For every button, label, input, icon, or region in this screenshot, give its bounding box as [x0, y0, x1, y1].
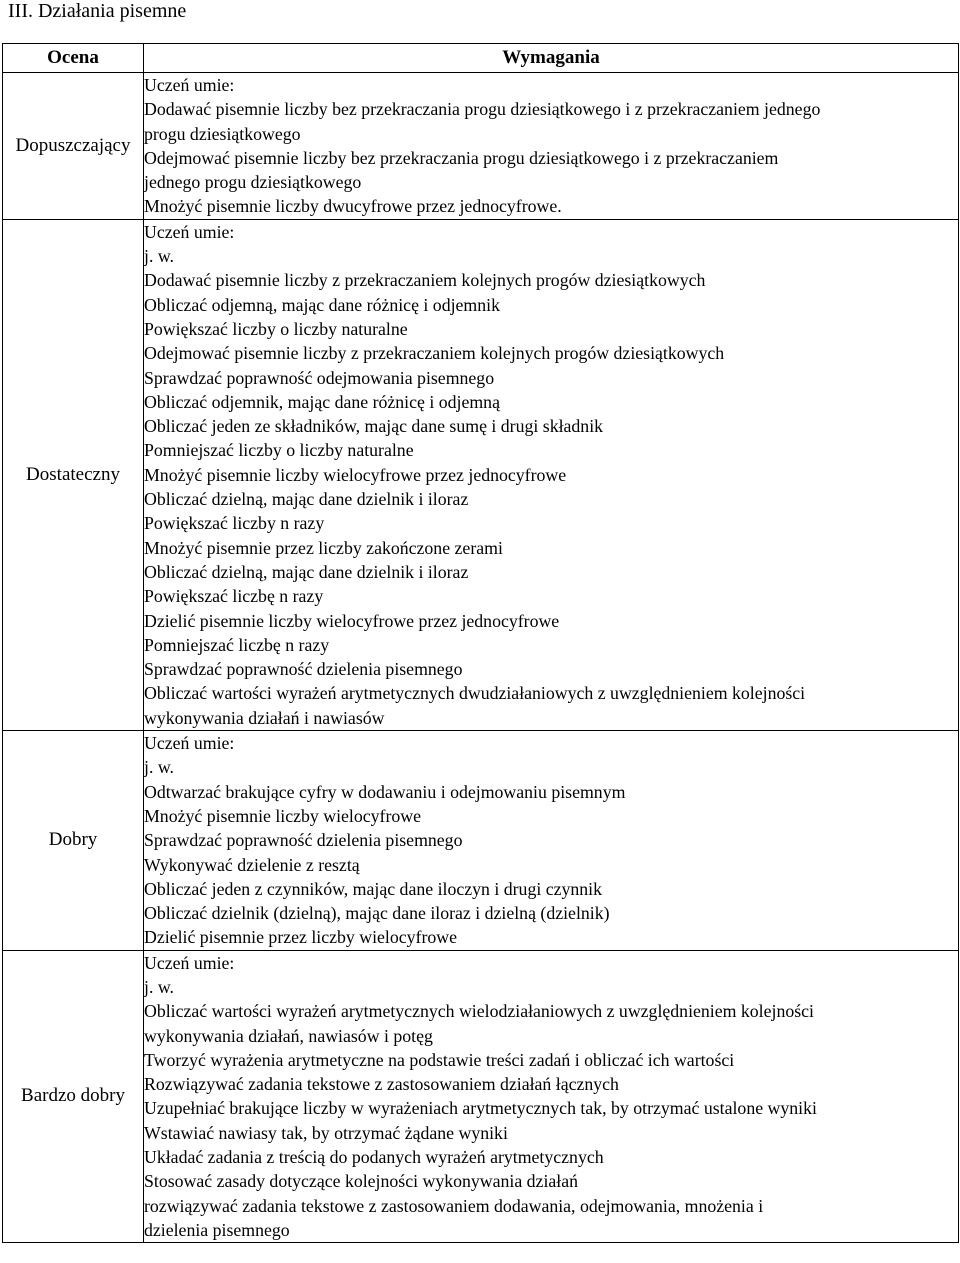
grade-cell: Dostateczny [3, 219, 144, 730]
requirement-line: wykonywania działań, nawiasów i potęg [144, 1025, 433, 1046]
requirement-line: Powiększać liczbę n razy [144, 586, 324, 607]
requirement-line: Uczeń umie: [144, 221, 235, 242]
requirement-line: Uczeń umie: [144, 952, 235, 973]
requirement-line: progu dziesiątkowego [144, 123, 301, 144]
requirement-line: Tworzyć wyrażenia arytmetyczne na podstawie treści zadań i obliczać ich wartości [144, 1049, 735, 1070]
grade-cell: Dopuszczający [3, 73, 144, 220]
section-title: III. Działania pisemne [8, 0, 187, 22]
requirement-line: j. w. [144, 246, 174, 267]
table-row [3, 731, 959, 951]
requirement-line: Uzupełniać brakujące liczby w wyrażeniach arytmetycznych tak, by otrzymać ustalone wyniki [144, 1098, 817, 1119]
requirement-line: Sprawdzać poprawność dzielenia pisemnego [144, 830, 463, 851]
requirement-line: Powiększać liczby o liczby naturalne [144, 318, 408, 339]
requirements-cell [144, 731, 959, 951]
requirement-line: Dzielić pisemnie liczby wielocyfrowe przez jednocyfrowe [144, 610, 560, 631]
requirements-cell [144, 73, 959, 220]
requirement-line: Odejmować pisemnie liczby bez przekraczania progu dziesiątkowego i z przekraczaniem [144, 147, 779, 168]
requirement-line: Obliczać jeden z czynników, mając dane iloczyn i drugi czynnik [144, 878, 603, 899]
requirement-line: Obliczać odjemnik, mając dane różnicę i odjemną [144, 391, 500, 412]
requirement-line: wykonywania działań i nawiasów [144, 707, 385, 728]
requirement-line: Sprawdzać poprawność dzielenia pisemnego [144, 659, 463, 680]
requirement-line: Mnożyć pisemnie liczby dwucyfrowe przez jednocyfrowe. [144, 196, 562, 217]
requirement-line: Stosować zasady dotyczące kolejności wykonywania działań [144, 1171, 579, 1192]
requirements-cell [144, 950, 959, 1243]
requirement-line: j. w. [144, 757, 174, 778]
requirements-cell [144, 219, 959, 730]
table-header-row [3, 44, 959, 73]
requirement-line: Odtwarzać brakujące cyfry w dodawaniu i odejmowaniu pisemnym [144, 781, 626, 802]
requirement-line: dzielenia pisemnego [144, 1219, 290, 1240]
requirement-line: Mnożyć pisemnie przez liczby zakończone zerami [144, 537, 503, 558]
requirement-line: Mnożyć pisemnie liczby wielocyfrowe [144, 805, 421, 826]
requirement-line: Dzielić pisemnie przez liczby wielocyfrowe [144, 927, 458, 948]
requirement-line: Sprawdzać poprawność odejmowania pisemnego [144, 367, 495, 388]
requirement-line: Obliczać wartości wyrażeń arytmetycznych dwudziałaniowych z uwzględnieniem kolejności [144, 683, 806, 704]
requirement-line: rozwiązywać zadania tekstowe z zastosowaniem dodawania, odejmowania, mnożenia i [144, 1195, 764, 1216]
requirement-line: Obliczać dzielną, mając dane dzielnik i iloraz [144, 489, 469, 510]
requirement-line: Uczeń umie: [144, 733, 235, 754]
table-row [3, 73, 959, 220]
requirement-line: Powiększać liczby n razy [144, 513, 325, 534]
requirement-line: Wstawiać nawiasy tak, by otrzymać żądane wyniki [144, 1122, 508, 1143]
requirement-line: Obliczać dzielną, mając dane dzielnik i iloraz [144, 561, 469, 582]
requirement-line: Dodawać pisemnie liczby z przekraczaniem kolejnych progów dziesiątkowych [144, 270, 706, 291]
requirement-line: j. w. [144, 976, 174, 997]
grade-cell: Dobry [3, 731, 144, 951]
header-grade: Ocena [3, 44, 144, 73]
requirement-line: Dodawać pisemnie liczby bez przekraczania progu dziesiątkowego i z przekraczaniem jednego [144, 99, 821, 120]
requirement-line: jednego progu dziesiątkowego [144, 172, 362, 193]
requirement-line: Odejmować pisemnie liczby z przekraczaniem kolejnych progów dziesiątkowych [144, 343, 725, 364]
requirement-line: Pomniejszać liczby o liczby naturalne [144, 440, 414, 461]
requirement-line: Obliczać odjemną, mając dane różnicę i odjemnik [144, 294, 500, 315]
table-body [3, 73, 959, 1243]
requirement-line: Układać zadania z treścią do podanych wyrażeń arytmetycznych [144, 1147, 604, 1168]
requirement-line: Pomniejszać liczbę n razy [144, 634, 330, 655]
requirement-line: Rozwiązywać zadania tekstowe z zastosowaniem działań łącznych [144, 1074, 619, 1095]
header-requirements: Wymagania [144, 44, 959, 73]
grade-cell: Bardzo dobry [3, 950, 144, 1243]
table-row [3, 219, 959, 730]
requirement-line: Mnożyć pisemnie liczby wielocyfrowe przez jednocyfrowe [144, 464, 567, 485]
requirement-line: Wykonywać dzielenie z resztą [144, 854, 360, 875]
requirement-line: Uczeń umie: [144, 75, 235, 95]
requirement-line: Obliczać wartości wyrażeń arytmetycznych wielodziałaniowych z uwzględnieniem kolejności [144, 1001, 814, 1022]
requirements-table [2, 43, 959, 1243]
requirement-line: Obliczać dzielnik (dzielną), mając dane iloraz i dzielną (dzielnik) [144, 903, 610, 924]
table-row [3, 950, 959, 1243]
requirement-line: Obliczać jeden ze składników, mając dane sumę i drugi składnik [144, 416, 604, 437]
